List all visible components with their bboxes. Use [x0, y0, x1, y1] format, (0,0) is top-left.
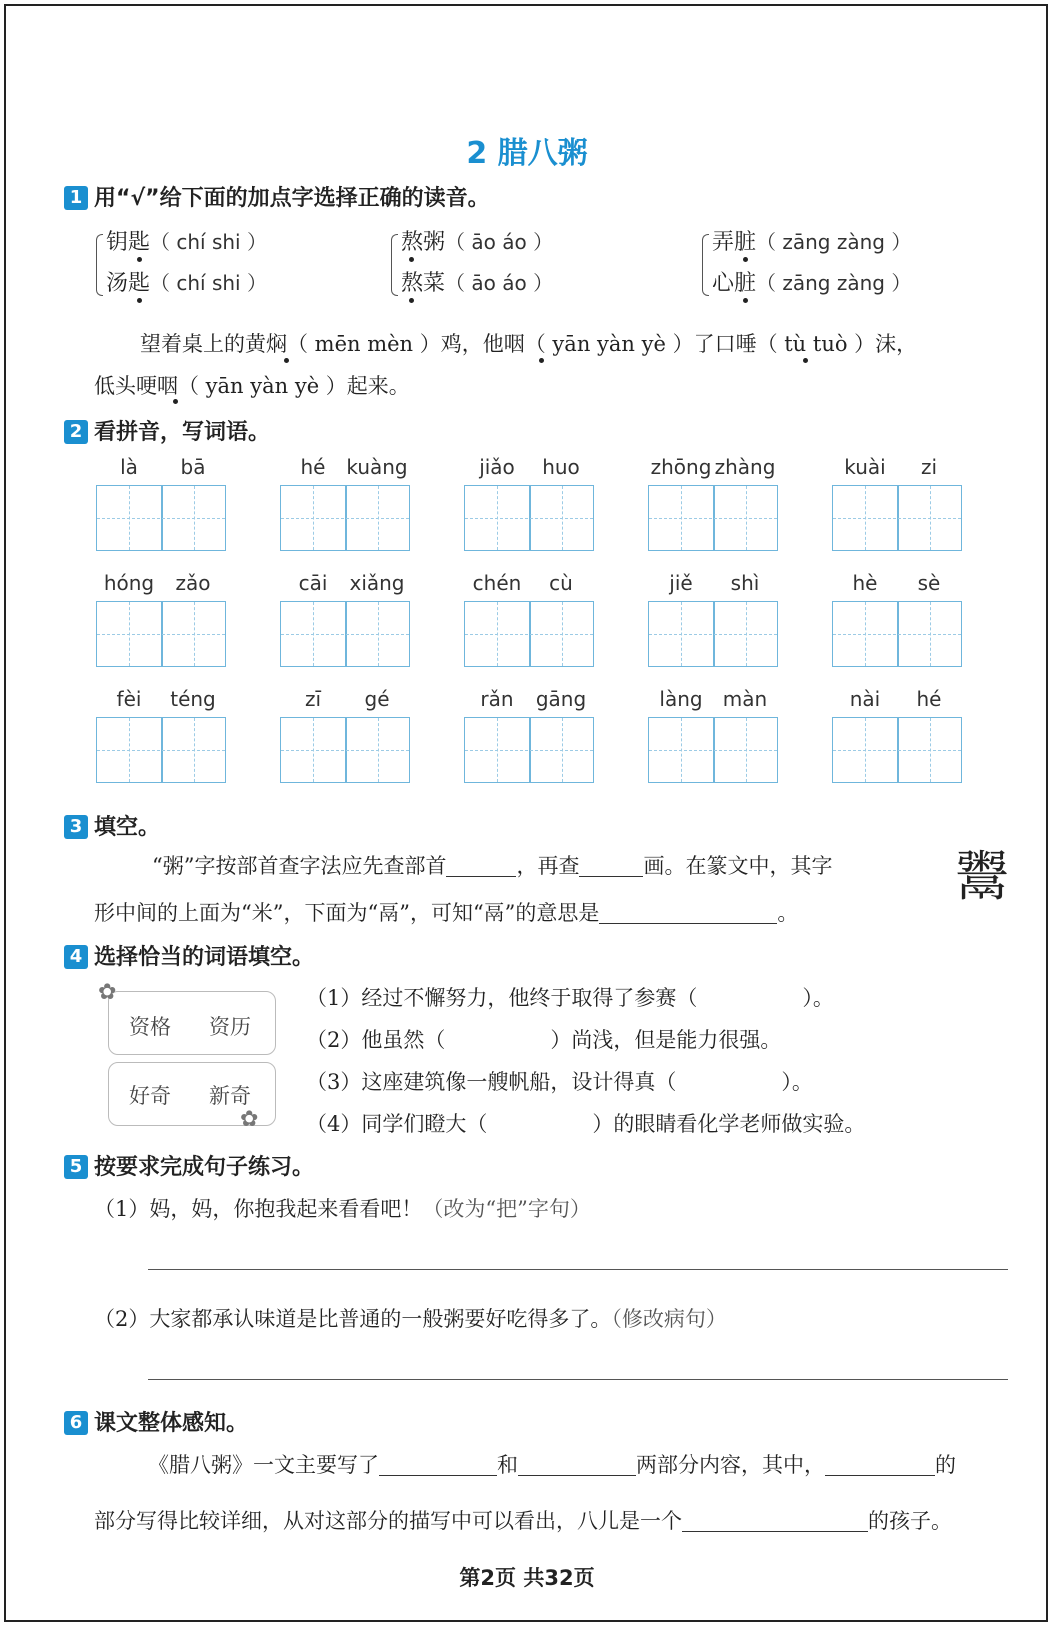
q4-item1: （1）经过不懈努力，他终于取得了参赛（ ）。: [306, 986, 834, 1010]
q4-item3: （3）这座建筑像一艘帆船，设计得真（ ）。: [306, 1070, 813, 1094]
q1-brace-1: [96, 234, 103, 296]
pinyin-syllable: rǎn: [480, 687, 514, 711]
pinyin-syllable: gé: [364, 687, 390, 711]
page-title: 2 腊八粥: [466, 136, 588, 171]
writing-box[interactable]: [96, 485, 226, 551]
pinyin-syllable: bā: [180, 455, 206, 479]
pinyin-syllable: zī: [304, 687, 322, 711]
emphasis-dot: [803, 358, 808, 363]
pinyin-label: [464, 455, 594, 479]
word-bank-box-1: [108, 991, 276, 1055]
q1-sentence-line1: 望着桌上的黄焖（ mēn mèn ）鸡，他咽（ yān yàn yè ）了口唾（ tù tuò ）沫，: [140, 332, 918, 356]
pinyin-syllable: hé: [300, 455, 326, 479]
pinyin-syllable: jiě: [669, 571, 693, 595]
q6-heading: [64, 1406, 248, 1437]
blank-part2[interactable]: [518, 1475, 636, 1476]
page-footer: 第2页 共32页: [459, 1566, 595, 1590]
blank-character-trait[interactable]: [682, 1531, 868, 1532]
emphasis-dot: [539, 358, 544, 363]
writing-box[interactable]: [648, 485, 778, 551]
pinyin-syllable: gāng: [535, 687, 587, 711]
pinyin-syllable: cāi: [298, 571, 328, 595]
emphasis-dot: [284, 358, 289, 363]
pinyin-syllable: hé: [916, 687, 942, 711]
q6-prompt: 课文整体感知。: [94, 1411, 249, 1436]
emphasis-dot: [409, 257, 414, 262]
pinyin-syllable: hóng: [103, 571, 155, 595]
q6-number: 6: [64, 1411, 88, 1435]
pinyin-syllable: sè: [917, 571, 941, 595]
writing-box[interactable]: [648, 601, 778, 667]
q3-line2: 形中间的上面为“米”，下面为“鬲”，可知“鬲”的意思是 。: [94, 901, 799, 925]
blank-radical[interactable]: [446, 876, 516, 877]
pinyin-syllable: là: [120, 455, 138, 479]
q4-number: 4: [64, 945, 88, 969]
pinyin-label: [832, 571, 962, 595]
pinyin-label: [280, 455, 410, 479]
q5-heading: [64, 1150, 314, 1181]
ladybug-illustration: ✿: [240, 1107, 259, 1132]
q1-pair1-word1: 钥匙（ chí shi ）: [106, 230, 267, 255]
q1-sentence-line2: 低头哽咽（ yān yàn yè ）起来。: [94, 374, 410, 398]
blank-meaning[interactable]: [599, 923, 777, 924]
pinyin-syllable: zi: [920, 455, 938, 479]
q4-item2: （2）他虽然（ ）尚浅，但是能力很强。: [306, 1028, 782, 1052]
pinyin-label: [464, 687, 594, 711]
emphasis-dot: [137, 298, 142, 303]
q5-item1: （1）妈，妈，你抱我起来看看吧！（改为“把”字句）: [94, 1197, 591, 1221]
pinyin-syllable: xiǎng: [349, 571, 405, 595]
pinyin-syllable: làng: [659, 687, 703, 711]
q3-prompt: 填空。: [94, 815, 161, 840]
pinyin-label: [96, 571, 226, 595]
pinyin-syllable: zǎo: [175, 571, 211, 595]
pinyin-syllable: zhàng: [714, 455, 776, 479]
writing-box[interactable]: [464, 485, 594, 551]
pinyin-syllable: kuàng: [346, 455, 408, 479]
q1-pair2-word2: 熬菜（ āo áo ）: [401, 271, 554, 296]
writing-box[interactable]: [280, 717, 410, 783]
pinyin-syllable: jiǎo: [479, 455, 515, 479]
pinyin-label: [96, 455, 226, 479]
blank-detailed-part[interactable]: [825, 1475, 935, 1476]
pinyin-label: [648, 455, 778, 479]
pinyin-syllable: nài: [849, 687, 881, 711]
q1-pair1-word2: 汤匙（ chí shi ）: [106, 271, 267, 296]
q1-brace-2: [391, 234, 398, 296]
pinyin-label: [464, 571, 594, 595]
q1-heading: [64, 181, 490, 212]
word-option: 新奇: [209, 1084, 251, 1108]
pinyin-syllable: téng: [170, 687, 216, 711]
q1-brace-3: [702, 234, 709, 296]
emphasis-dot: [743, 257, 748, 262]
pinyin-label: [832, 687, 962, 711]
blank-part1[interactable]: [379, 1475, 497, 1476]
q3-heading: [64, 810, 160, 841]
writing-box[interactable]: [648, 717, 778, 783]
pinyin-syllable: fèi: [116, 687, 142, 711]
emphasis-dot: [409, 298, 414, 303]
pinyin-label: [648, 687, 778, 711]
bug-illustration: ✿: [98, 980, 117, 1005]
pinyin-syllable: hè: [852, 571, 878, 595]
writing-box[interactable]: [832, 485, 962, 551]
writing-box[interactable]: [96, 601, 226, 667]
q6-line1: 《腊八粥》一文主要写了 和 两部分内容，其中， 的: [148, 1453, 956, 1477]
writing-box[interactable]: [464, 601, 594, 667]
emphasis-dot: [743, 298, 748, 303]
q2-heading: [64, 415, 270, 446]
q4-heading: [64, 940, 314, 971]
q1-pair2-word1: 熬粥（ āo áo ）: [401, 230, 554, 255]
q2-number: 2: [64, 420, 88, 444]
seal-script-character: 鬻: [955, 845, 1009, 908]
pinyin-syllable: chén: [472, 571, 522, 595]
q3-number: 3: [64, 815, 88, 839]
answer-line-1[interactable]: [148, 1269, 1008, 1270]
pinyin-label: [280, 571, 410, 595]
emphasis-dot: [173, 399, 178, 404]
pinyin-syllable: zhōng: [650, 455, 712, 479]
writing-box[interactable]: [832, 601, 962, 667]
q2-prompt: 看拼音，写词语。: [94, 420, 271, 445]
pinyin-syllable: huo: [542, 455, 580, 479]
q5-prompt: 按要求完成句子练习。: [94, 1155, 315, 1180]
writing-box[interactable]: [832, 717, 962, 783]
writing-box[interactable]: [280, 601, 410, 667]
q1-pair3-word1: 弄脏（ zāng zàng ）: [712, 230, 912, 255]
pinyin-label: [280, 687, 410, 711]
writing-box[interactable]: [280, 485, 410, 551]
writing-box[interactable]: [464, 717, 594, 783]
emphasis-dot: [137, 257, 142, 262]
q5-number: 5: [64, 1155, 88, 1179]
word-option: 资历: [209, 1015, 251, 1039]
q4-item4: （4）同学们瞪大（ ）的眼睛看化学老师做实验。: [306, 1112, 866, 1136]
pinyin-syllable: màn: [722, 687, 768, 711]
q3-line1: “粥”字按部首查字法应先查部首 ，再查 画。在篆文中，其字: [152, 854, 833, 878]
writing-box[interactable]: [96, 717, 226, 783]
q1-pair3-word2: 心脏（ zāng zàng ）: [712, 271, 912, 296]
pinyin-syllable: kuài: [844, 455, 886, 479]
word-option: 好奇: [129, 1084, 171, 1108]
pinyin-label: [96, 687, 226, 711]
pinyin-syllable: shì: [730, 571, 760, 595]
q6-line2: 部分写得比较详细，从对这部分的描写中可以看出，八儿是一个 的孩子。: [94, 1509, 952, 1533]
q5-item2: （2）大家都承认味道是比普通的一般粥要好吃得多了。（修改病句）: [94, 1307, 727, 1331]
pinyin-label: [832, 455, 962, 479]
q4-prompt: 选择恰当的词语填空。: [94, 945, 315, 970]
q1-prompt: 用“√”给下面的加点字选择正确的读音。: [94, 186, 490, 211]
pinyin-label: [648, 571, 778, 595]
word-option: 资格: [129, 1015, 171, 1039]
answer-line-2[interactable]: [148, 1379, 1008, 1380]
q1-number: 1: [64, 186, 88, 210]
pinyin-syllable: cù: [549, 571, 573, 595]
blank-strokes[interactable]: [579, 876, 643, 877]
